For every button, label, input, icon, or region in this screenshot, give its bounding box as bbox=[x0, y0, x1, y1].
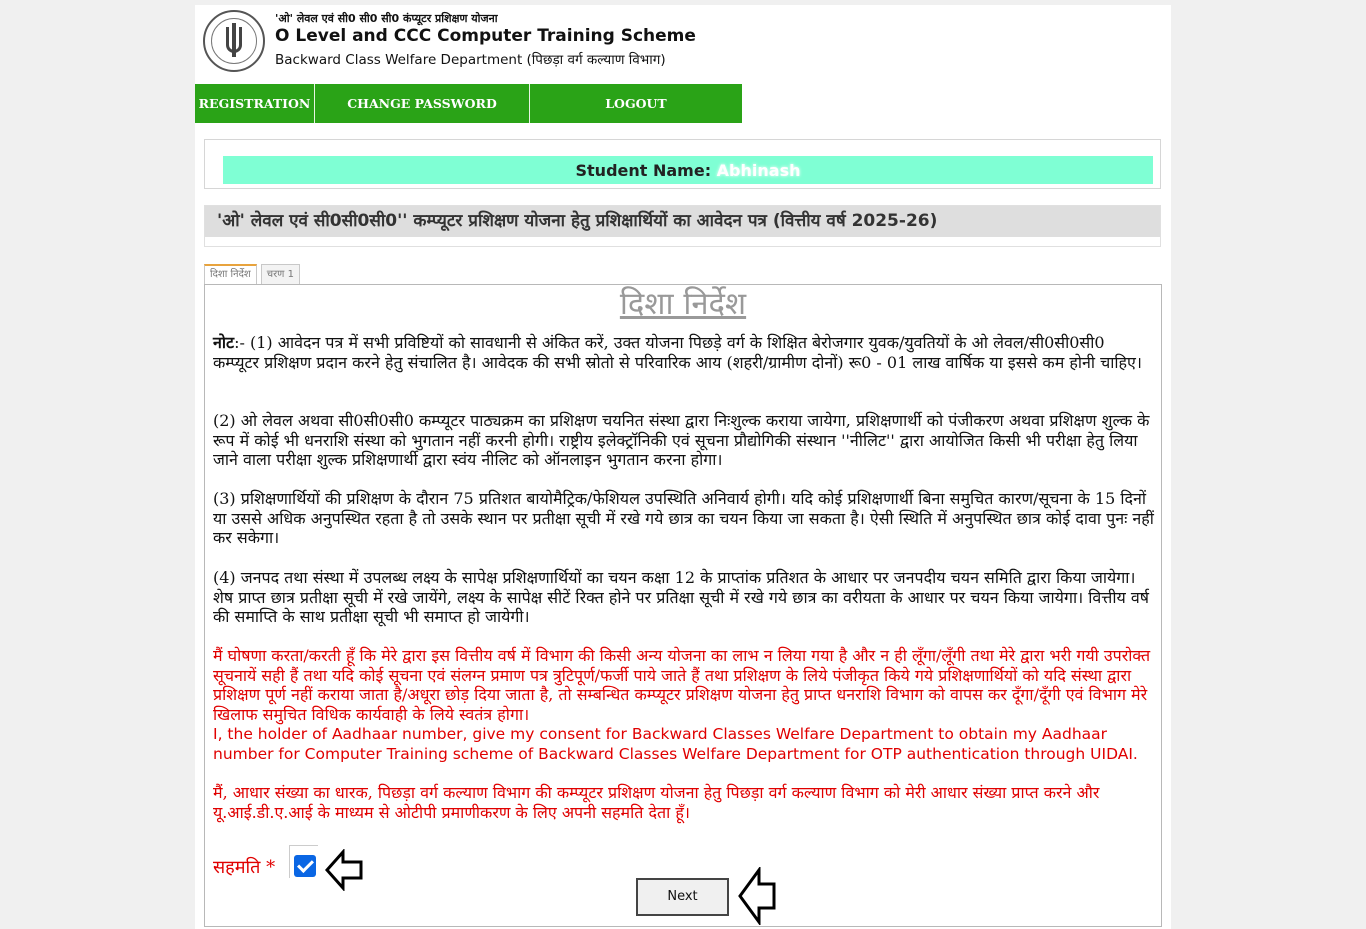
guideline-4: (4) जनपद तथा संस्था में उपलब्ध लक्ष्य के सापेक्ष प्रशिक्षणार्थियों का चयन कक्षा 12 के प्राप्तांक प्रतिशत के आधार पर जनपदीय चयन समिति द्वारा किया जायेगा। शेष प्राप्त छात्र प्रतीक्षा सूची में रखे जायेंगे, लक्ष्य के सापेक्ष सीटें रिक्त होने पर प्रतिक्षा सूची में रखे गये छात्र का वरीयता के आधार पर चयन किया जायेगा। वित्तीय वर्ष की समाप्ति के साथ प्रतीक्षा सूची भी समाप्त हो जायेगी। bbox=[213, 568, 1150, 626]
student-name-value: Abhinash bbox=[716, 161, 801, 180]
tab-step-1[interactable]: चरण 1 bbox=[261, 264, 300, 284]
nav-registration[interactable]: REGISTRATION bbox=[195, 84, 315, 123]
nav-logout[interactable]: LOGOUT bbox=[530, 84, 742, 123]
aadhaar-consent-hindi: मैं, आधार संख्या का धारक, पिछड़ा वर्ग कल्याण विभाग की कम्प्यूटर प्रशिक्षण योजना हेतु पिछड़ा वर्ग कल्याण विभाग को मेरी आधार संख्या प्राप्त करने और यू.आई.डी.ए.आई के माध्यम से ओटीपी प्रमाणीकरण के लिए अपनी सहमति देता हूँ। bbox=[213, 783, 1100, 822]
pointer-arrow-left-icon bbox=[325, 849, 363, 891]
student-name-bar bbox=[223, 156, 1153, 184]
aadhaar-consent-english: I, the holder of Aadhaar number, give my consent for Backward Classes Welfare Department to obtain my Aadhaar number for Computer Training scheme of Backward Classes Welfare Department for OTP authentication through UIDAI. bbox=[213, 725, 1138, 763]
form-title-panel bbox=[204, 205, 1161, 247]
guideline-1 bbox=[213, 333, 1155, 372]
main-nav bbox=[195, 84, 742, 123]
form-title: 'ओ' लेवल एवं सी0सी0सी0'' कम्प्यूटर प्रशिक्षण योजना हेतु प्रशिक्षार्थियों का आवेदन पत्र (वित्तीय वर्ष 2025-26) bbox=[205, 206, 1160, 237]
header-department: Backward Class Welfare Department (पिछड़ा वर्ग कल्याण विभाग) bbox=[275, 52, 666, 68]
guideline-3: (3) प्रशिक्षणार्थियों की प्रशिक्षण के दौरान 75 प्रतिशत बायोमैट्रिक/फेशियल उपस्थिति अनिवार्य होगी। यदि कोई प्रशिक्षणार्थी बिना समुचित कारण/सूचना के 15 दिनों या उससे अधिक अनुपस्थित रहता है तो उसके स्थान पर प्रतीक्षा सूची में रखे गये छात्र का चयन किया जा सकता है। ऐसी स्थिति में अनुपस्थित छात्र कोई दावा पुनः नहीं कर सकेगा। bbox=[213, 489, 1154, 547]
student-name-label: Student Name: bbox=[575, 161, 712, 180]
note-label: नोट bbox=[213, 333, 235, 352]
declaration-text: मैं घोषणा करता/करती हूँ कि मेरे द्वारा इस वित्तीय वर्ष में विभाग की किसी अन्य योजना का लाभ न लिया गया है और न ही लूँगा/लूँगी तथा मेरे द्वारा भरी गयी उपरोक्त सूचनायें सही हैं तथा यदि कोई सूचना एवं संलग्न प्रमाण पत्र त्रुटिपूर्ण/फर्जी पाये जाते हैं तथा प्रशिक्षण के लिये पंजीकृत किये गये प्रशिक्षणार्थियों को यदि संस्था द्वारा प्रशिक्षण पूर्ण नहीं कराया जाता है/अधूरा छोड़ दिया जाता है, तो सम्बन्धित कम्प्यूटर प्रशिक्षण योजना हेतु प्राप्त धनराशि विभाग को वापस कर दूँगा/दूँगी एवं विभाग मेरे खिलाफ समुचित विधिक कार्यवाही के लिये स्वतंत्र होगा। bbox=[213, 646, 1151, 724]
site-header bbox=[195, 5, 1171, 83]
guideline-2: (2) ओ लेवल अथवा सी0सी0सी0 कम्प्यूटर पाठ्यक्रम का प्रशिक्षण चयनित संस्था द्वारा निःशुल्क कराया जायेगा, प्रशिक्षणार्थी को पंजीकरण अथवा प्रशिक्षण शुल्क के रूप में कोई भी धनराशि संस्था को भुगतान नहीं करनी होगी। राष्ट्रीय इलेक्ट्रॉनिकी एवं सूचना प्रौद्योगिकी संस्थान ''नीलिट'' द्वारा आयोजित किसी भी परीक्षा हेतु लिया जाने वाला परीक्षा शुल्क प्रशिक्षणार्थी द्वारा स्वंय नीलिट को ऑनलाइन भुगतान करना होगा। bbox=[213, 411, 1150, 469]
page-container bbox=[195, 5, 1171, 929]
tab-guidelines[interactable]: दिशा निर्देश bbox=[204, 264, 257, 284]
next-button[interactable]: Next bbox=[636, 878, 729, 916]
consent-label: सहमति * bbox=[213, 857, 276, 878]
student-panel bbox=[204, 139, 1161, 189]
guidelines-title: दिशा निर्देश bbox=[619, 286, 747, 322]
guidelines-panel bbox=[204, 284, 1162, 927]
step-tabs bbox=[204, 264, 304, 284]
header-scheme-title: O Level and CCC Computer Training Scheme bbox=[275, 26, 696, 46]
pointer-arrow-left-icon bbox=[737, 867, 777, 925]
up-government-emblem-icon bbox=[203, 10, 265, 72]
consent-checkbox[interactable] bbox=[294, 855, 316, 877]
guideline-1-text: :- (1) आवेदन पत्र में सभी प्रविष्टियों को सावधानी से अंकित करें, उक्त योजना पिछड़े वर्ग के शिक्षित बेरोजगार युवक/युवतियों के ओ लेवल/सी0सी0सी0 कम्प्यूटर प्रशिक्षण प्रदान करने हेतु संचालित है। आवेदक की सभी स्रोतो से परिवारिक आय (शहरी/ग्रामीण दोनों) रू0 - 01 लाख वार्षिक या इससे कम होनी चाहिए। bbox=[213, 333, 1142, 372]
header-scheme-hindi: 'ओ' लेवल एवं सी0 सी0 सी0 कंप्यूटर प्रशिक्षण योजना bbox=[275, 12, 498, 25]
nav-change-password[interactable]: CHANGE PASSWORD bbox=[315, 84, 530, 123]
